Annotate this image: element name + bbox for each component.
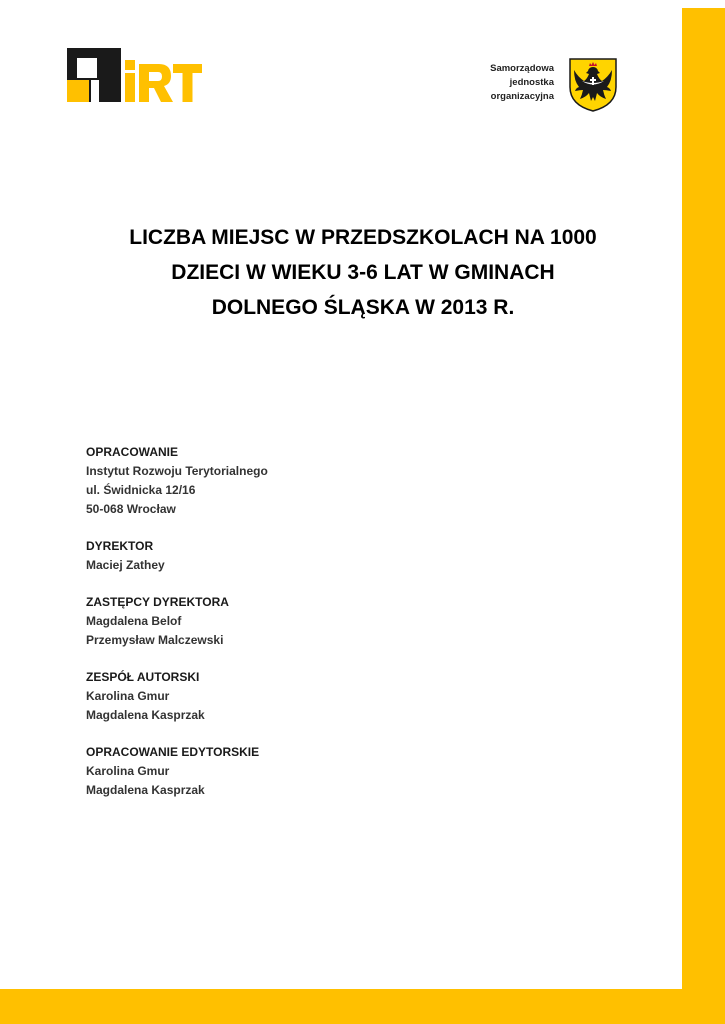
- section-line: Maciej Zathey: [86, 558, 165, 572]
- right-accent-bar: [682, 8, 725, 1024]
- title-line: DZIECI W WIEKU 3-6 LAT W GMINACH: [171, 261, 555, 284]
- section-line: Karolina Gmur: [86, 764, 170, 778]
- bottom-accent-bar: [0, 989, 725, 1024]
- section-line: Magdalena Belof: [86, 614, 182, 628]
- organization-label: [470, 62, 554, 104]
- credits-section: [86, 593, 486, 650]
- section-heading: DYREKTOR: [86, 539, 154, 553]
- org-label-line: Samorządowa: [490, 63, 554, 74]
- section-line: Karolina Gmur: [86, 689, 170, 703]
- org-label-line: organizacyjna: [490, 91, 554, 102]
- credits-section: [86, 668, 486, 725]
- section-line: Magdalena Kasprzak: [86, 708, 205, 722]
- title-line: DOLNEGO ŚLĄSKA W 2013 R.: [211, 296, 515, 319]
- silesian-eagle-crest-icon: [568, 57, 618, 113]
- section-line: Magdalena Kasprzak: [86, 783, 205, 797]
- org-label-line: jednostka: [509, 77, 554, 88]
- section-heading: ZESPÓŁ AUTORSKI: [86, 670, 200, 684]
- credits-block: [86, 443, 486, 818]
- credits-section: [86, 443, 486, 519]
- section-line: Instytut Rozwoju Terytorialnego: [86, 464, 268, 478]
- section-line: Przemysław Malczewski: [86, 633, 224, 647]
- section-line: 50-068 Wrocław: [86, 502, 176, 516]
- section-heading: OPRACOWANIE: [86, 445, 179, 459]
- section-heading: ZASTĘPCY DYREKTORA: [86, 595, 229, 609]
- credits-section: [86, 743, 486, 800]
- title-line: LICZBA MIEJSC W PRZEDSZKOLACH NA 1000: [129, 226, 597, 249]
- section-line: ul. Świdnicka 12/16: [86, 483, 196, 497]
- irt-logo: [67, 48, 202, 102]
- credits-section: [86, 537, 486, 575]
- section-heading: OPRACOWANIE EDYTORSKIE: [86, 745, 260, 759]
- document-title: [80, 220, 646, 325]
